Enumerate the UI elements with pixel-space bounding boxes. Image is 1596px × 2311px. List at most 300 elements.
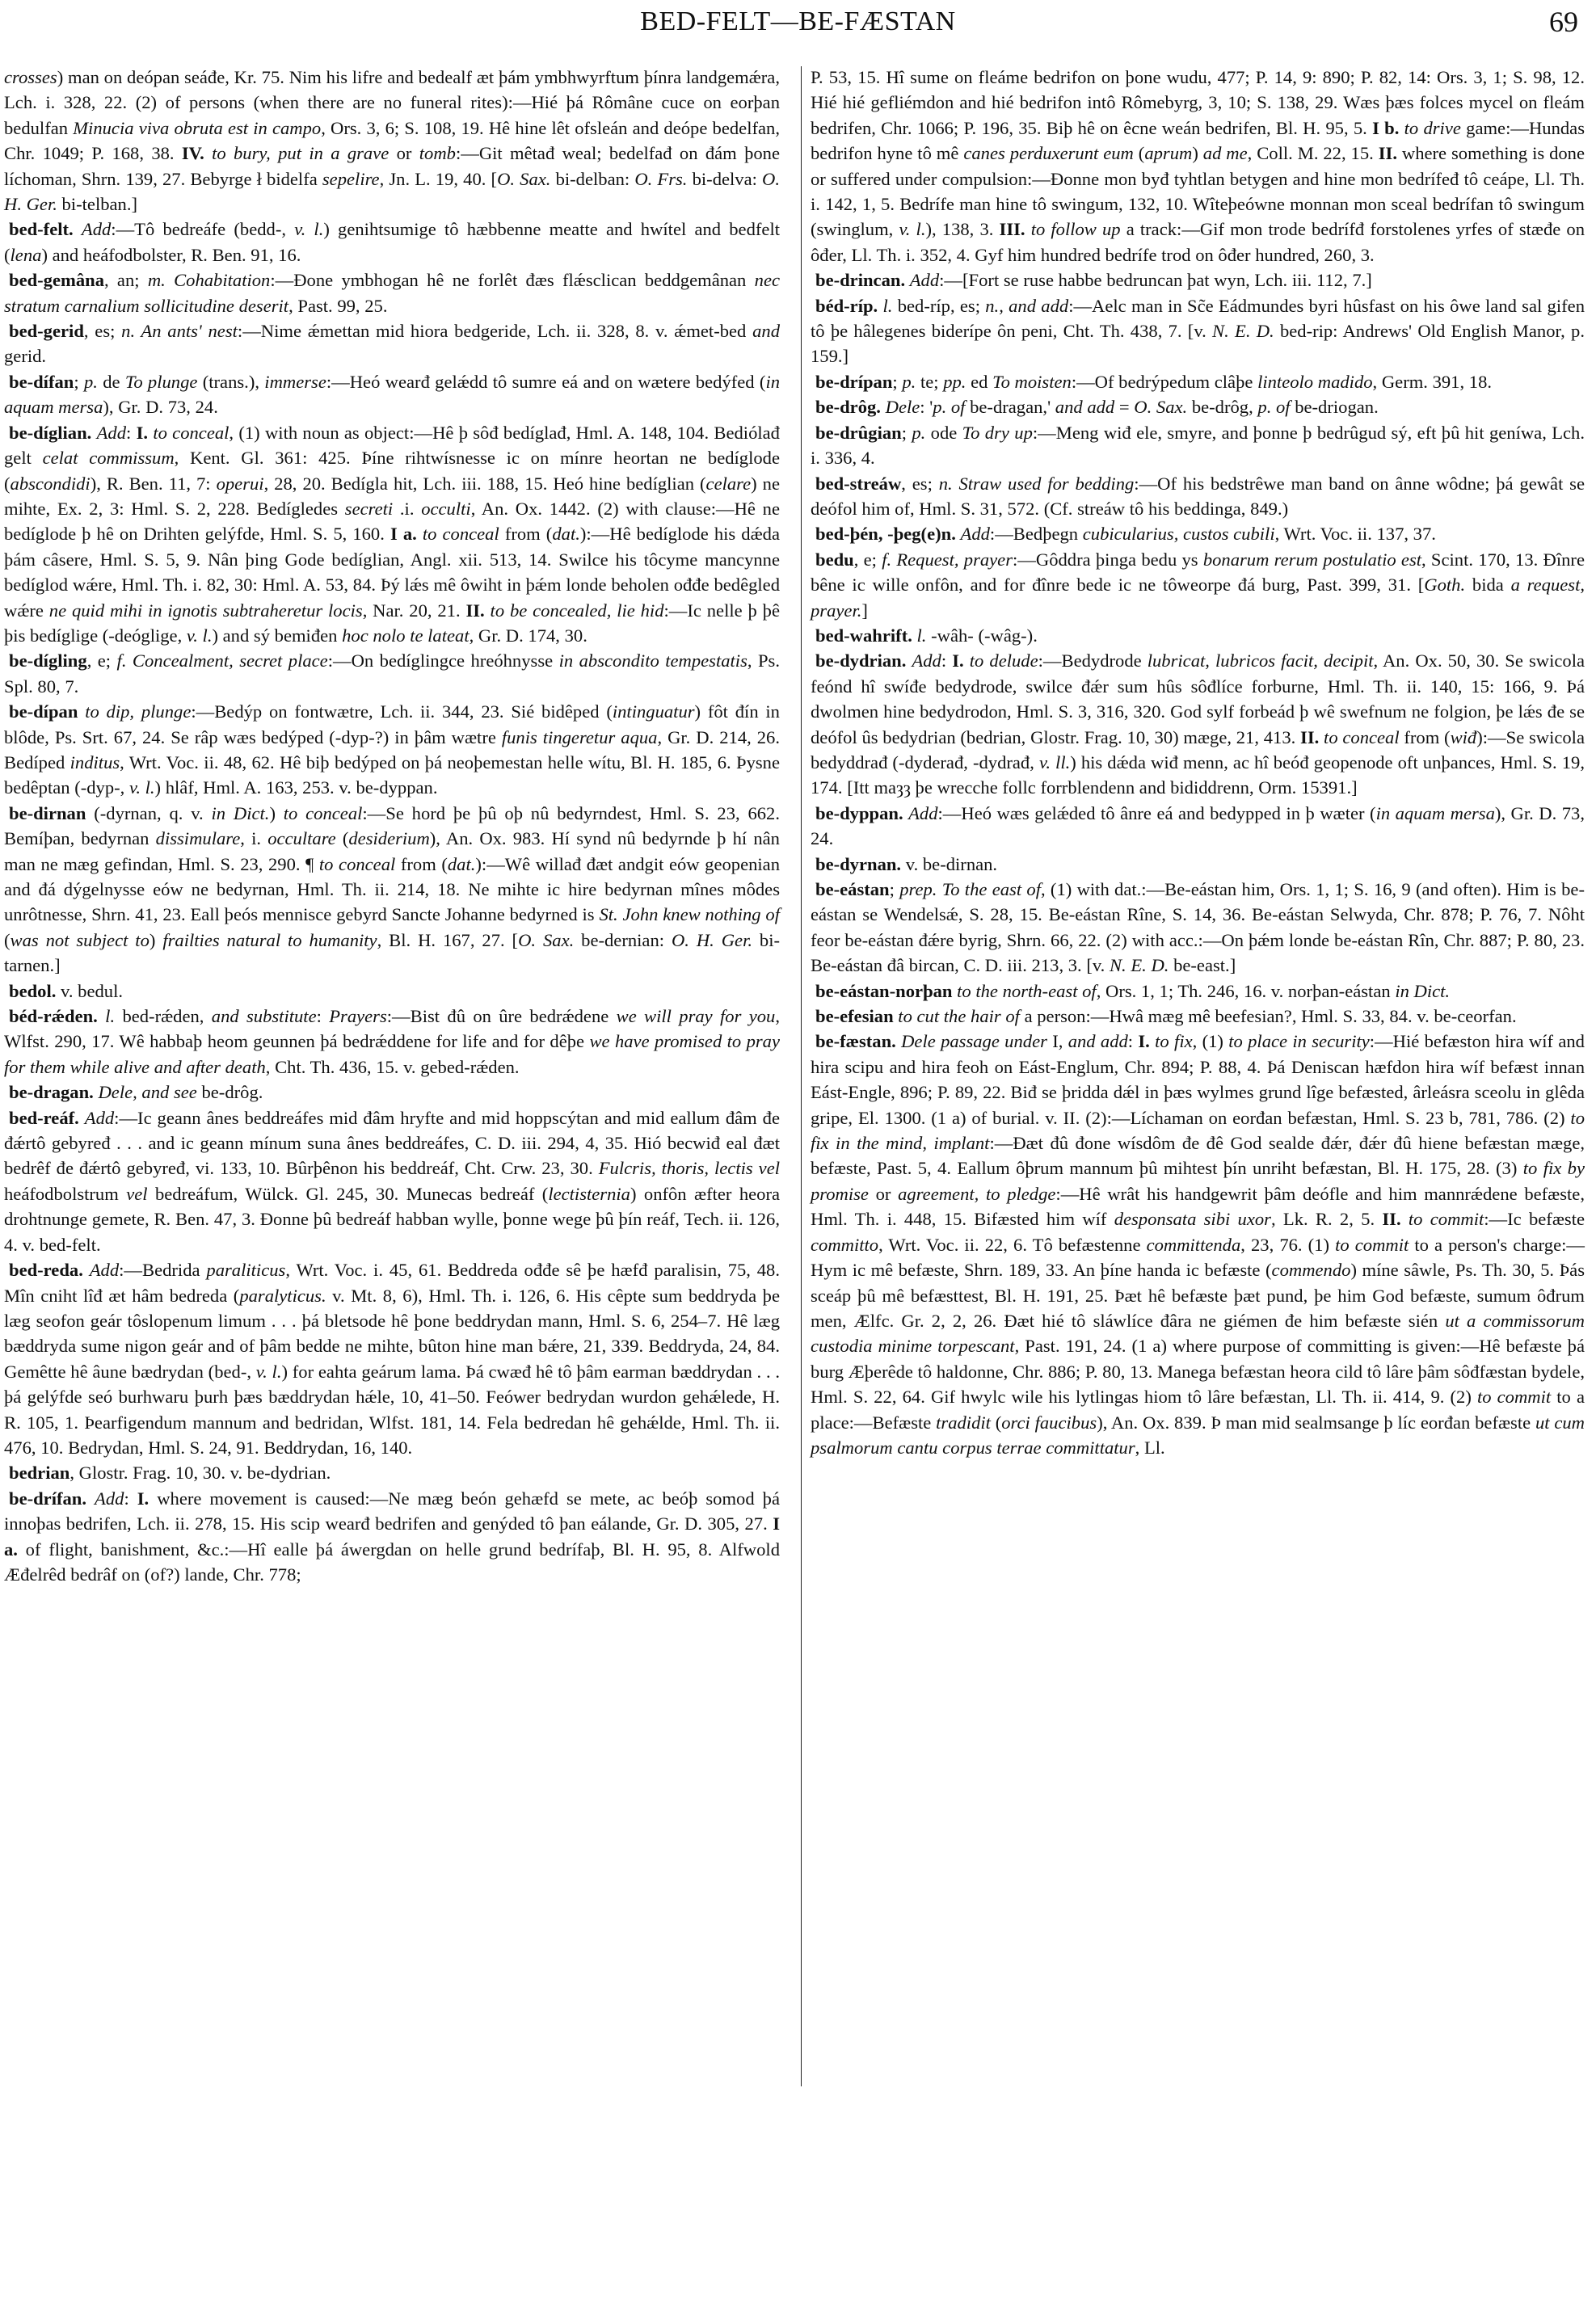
italic-text: abscondidi <box>10 473 91 494</box>
entry-text <box>1025 219 1031 239</box>
italic-text: aprum <box>1144 143 1193 164</box>
entry-text: ) his dǽda wiđ menn, ac hî beóđ geopenode oft unþances, Hml. S. 19, 174. [Itt maȝȝ þe wrecche follc forrblendenn and bididdrenn, Orm. 15391.] <box>811 751 1585 798</box>
italic-text: wiđ <box>1450 726 1477 747</box>
italic-text: desponsata sibi uxor <box>1114 1209 1271 1230</box>
entry-text: , Ors. 1, 1; Th. 246, 16. v. norþan-eástan <box>1096 980 1396 1001</box>
dictionary-entry <box>811 1004 1585 1029</box>
bold-text: III. <box>999 219 1025 240</box>
dictionary-entry <box>4 420 780 649</box>
italic-text: ut a commissorum custodia minime torpescant <box>811 1310 1585 1357</box>
entry-text: , Wlfst. 290, 17. Wê habbaþ heom geunnen þá bedrǽddene for life and for dêþe <box>4 1006 780 1052</box>
headword: be-díglian. <box>9 422 92 443</box>
headword: bedrian <box>9 1463 70 1484</box>
italic-text: Add <box>912 650 941 671</box>
italic-text: to commit <box>1408 1209 1484 1230</box>
italic-text: Add <box>96 422 127 443</box>
dictionary-entry <box>811 979 1585 1004</box>
entry-text <box>78 701 85 722</box>
entry-text <box>1401 1209 1409 1229</box>
entry-text: , Gr. D. 214, 26. Bedíped <box>4 726 780 772</box>
entry-text: ):—Se swicola bedyddrađ (-dyderađ, -dydrađ, <box>811 726 1585 772</box>
entry-text: a person:—Hwâ mæg mê beefesian?, Hml. S. 33, 84. v. be-ceorfan. <box>1019 1006 1517 1027</box>
entry-text: ), R. Ben. 11, 7: <box>90 473 217 494</box>
entry-text: :—Gôddra þinga bedu ys <box>1013 549 1203 570</box>
italic-text: v. l. <box>128 777 155 798</box>
entry-text: ), Gr. D. 73, 24. <box>811 802 1585 849</box>
italic-text: to dip, plunge <box>85 701 192 722</box>
bold-text: I a. <box>390 524 417 545</box>
bold-text: I. <box>1138 1031 1150 1052</box>
dictionary-entry <box>811 648 1585 800</box>
entry-text: :—Bedrida <box>119 1260 207 1281</box>
entry-text: ):—Wê willađ đæt andgit eów geopenian and đá dýgelnysse eów ne bedyrnan, Hml. Th. ii. 214, 18. Ne mihte ic hire bedyrnan mînes môdes unrôtnesse, Shrn. 41, 23. Eall þeós mennisce gebyrd Sancte Johanne bedyrned is <box>4 853 780 925</box>
italic-text: cubicularius, custos cubili <box>1082 524 1275 545</box>
entry-text: -wâh- (-wâg-). <box>926 625 1038 646</box>
entry-text: ), 138, 3. <box>925 219 1000 240</box>
entry-text <box>964 650 970 671</box>
entry-text: ( <box>4 929 11 950</box>
italic-text: was not subject to <box>10 929 149 950</box>
entry-text: :—Nime ǽmettan mid hiora bedgeride, Lch. ii. 328, 8. v. ǽmet-bed <box>237 321 753 342</box>
entry-text <box>485 600 491 621</box>
dictionary-entry <box>4 1004 780 1080</box>
italic-text: v. l. <box>899 219 926 240</box>
italic-text: f. Concealment, secret place <box>116 650 328 671</box>
italic-text: p. <box>83 371 98 392</box>
entry-text: a track:—Gif mon trode bedrífđ forstolenes yrfes of stæđe on ôđer, Ll. Th. i. 352, 4. Gyf him hundred bedrífe trod on ôđer hundred, 260, 3. <box>811 219 1585 265</box>
entry-text: :—Heó wæs gelǽded tô ânre eá and bedypped in þ wæter ( <box>937 802 1376 823</box>
entry-text <box>83 1260 90 1280</box>
entry-text: to a person's charge:—Hym ic mê befæste, Shrn. 189, 33. An þíne handa ic befæste ( <box>811 1234 1585 1281</box>
italic-text: crosses <box>4 67 57 87</box>
headword: bedu <box>815 549 854 570</box>
entry-text: :—Heó wearđ gelǽdd tô sumre eá and on wætere bedýfed ( <box>326 371 766 392</box>
dictionary-entry <box>811 369 1585 394</box>
italic-text: operui <box>216 473 264 494</box>
entry-text: ) <box>1192 143 1203 164</box>
italic-text: v. ll. <box>1038 751 1071 772</box>
entry-text: :—[Fort se ruse habbe bedruncan þat wyn, Lch. iii. 112, 7.] <box>939 270 1372 291</box>
italic-text: in abscondito tempestatis <box>558 650 747 671</box>
italic-text: O. H. Ger. <box>671 929 753 950</box>
entry-text: :—Hê wrât his handgewrit þâm deófle and him mannrǽdene befæste, Hml. Th. i. 448, 15. Bifæsted him wíf <box>811 1183 1585 1230</box>
entry-text: : <box>1127 1031 1139 1052</box>
headword: be-dípan <box>9 701 78 722</box>
italic-text: to cut the hair of <box>898 1006 1020 1027</box>
entry-text: :—On bedíglingce hreóhnysse <box>327 650 559 671</box>
entry-text: , Ll. <box>1135 1437 1165 1458</box>
italic-text: Add <box>960 524 990 545</box>
italic-text: nec stratum carnalium sollicitudine deserit <box>4 270 780 316</box>
italic-text: p. <box>902 371 916 392</box>
bold-text: II. <box>1378 143 1397 164</box>
italic-text: to conceal <box>153 422 230 443</box>
entry-text: ) ne mihte, Ex. 2, 3: Hml. S. 2, 228. Bedígledes <box>4 473 781 519</box>
dictionary-entry <box>4 1105 780 1257</box>
entry-text: ), An. Ox. 983. Hí synd nû bedyrnde þ hí nân man ne mæg gefindan, Hml. S. 23, 290. ¶ <box>4 828 780 874</box>
dictionary-entry <box>4 318 780 369</box>
italic-text: N. E. D. <box>1212 321 1274 342</box>
italic-text: in Dict. <box>211 802 270 823</box>
italic-text: to fix by promise <box>811 1158 1585 1204</box>
dictionary-entry <box>4 1460 780 1485</box>
italic-text: to conceal <box>318 853 396 874</box>
entry-continuation <box>811 65 1585 267</box>
entry-text: , es; <box>83 321 122 342</box>
italic-text: orci faucibus <box>1001 1412 1097 1433</box>
entry-text: :—Bedydrode <box>1038 650 1148 671</box>
entry-text: bedreáfum, Wülck. Gl. 245, 30. Munecas bedreáf ( <box>147 1183 549 1204</box>
italic-text: bonarum rerum postulatio est <box>1202 549 1422 570</box>
dictionary-entry <box>811 420 1585 471</box>
entry-text: ( <box>335 828 349 849</box>
dictionary-entry <box>811 521 1585 546</box>
entry-text: ) man on deópan seáđe, Kr. 75. Nim his lifre and bedealf æt þám ymbhwyrftum þínra landgemǽra, Lch. i. 328, 22. (2) of persons (when there are no funeral rites):—Hié þá Rômâne cuce on eorþan bedulfan <box>4 67 780 138</box>
italic-text: O. Sax. <box>518 929 575 950</box>
bold-text: II. <box>1382 1209 1401 1230</box>
headword: bed-þén, -þeg(e)n. <box>815 524 956 545</box>
entry-text: bed-rǽden, <box>115 1006 212 1027</box>
italic-text: and substitute <box>211 1006 317 1027</box>
dictionary-entry <box>4 648 780 699</box>
dictionary-entry <box>811 394 1585 419</box>
italic-text: to fix <box>1155 1031 1193 1052</box>
italic-text: to conceal <box>422 524 499 545</box>
column-left <box>4 65 780 1587</box>
italic-text: l. <box>882 295 893 316</box>
entry-text: bi-delva: <box>687 168 763 189</box>
entry-text: , Ors. 3, 6; S. 108, 19. Hê hine lêt ofsleán and deópe bedelfan, Chr. 1049; P. 168, 38. <box>4 117 780 164</box>
dictionary-entry <box>811 801 1585 852</box>
entry-text: , Ps. Spl. 80, 7. <box>4 650 780 697</box>
italic-text: sepelire <box>322 168 380 189</box>
italic-text: dat. <box>552 524 580 545</box>
entry-text: v. bedul. <box>56 980 124 1001</box>
italic-text: v. l. <box>294 219 324 240</box>
headword: be-dígling <box>9 650 87 671</box>
running-head: BED-FELT—BE-FÆSTAN <box>640 6 956 36</box>
italic-text: Prayers <box>329 1006 387 1027</box>
entry-text <box>86 1488 95 1509</box>
entry-text: from ( <box>1399 726 1451 747</box>
italic-text: to drive <box>1404 117 1461 138</box>
entry-text: be-drôg. <box>196 1082 263 1103</box>
headword: be-eástan <box>815 879 890 899</box>
entry-text: bida <box>1465 575 1511 596</box>
entry-text: be-driogan. <box>1290 397 1379 418</box>
dictionary-entry <box>4 217 780 267</box>
entry-text: , An. Ox. 50, 30. Se swicola feónd hî swíđe bedydrode, swilce đǽr sum hûs sôđlíce forburne, Hml. Th. ii. 140, 15: 166, 9. Þá dwolmen hine bedydrodon, Hml. S. 3, 316, 320. God sylf forbeád þ wê swefnum ne folgion, þe lǽs đe se deófol ûs bedydrian (bedrian, Glostr. Frag. 10, 30) mæge, 21, 413. <box>811 650 1585 747</box>
italic-text: committenda <box>1146 1234 1241 1255</box>
entry-text: ; <box>74 371 84 392</box>
italic-text: secreti <box>344 498 394 519</box>
entry-text: ) onfôn æfter heora drohtnunge gemete, R. Ben. 47, 3. Đonne þû bedreáf habban wylle, þonne wege þû þín reáf, Tech. ii. 126, 4. v. bed-felt. <box>4 1183 781 1255</box>
entry-text: , Past. 99, 25. <box>288 295 388 316</box>
entry-text: or <box>389 143 419 164</box>
italic-text: we will pray for you <box>616 1006 776 1027</box>
entry-text: , Lk. R. 2, 5. <box>1270 1209 1383 1230</box>
entry-text: v. Mt. 8, 6), Hml. Th. i. 126, 6. His cêpte sum beddryda þe læg seofon geár tôslopenum limum . . . þá bletsode hê þone beddrydan mann, Hml. S. 6, 254–7. Hê læg bæddryda sume nigon geár and of þâm bedde ne mihte, bûton hine man bǽre, 21, 339. Beddryda, 24, 84. Gemêtte hê âune bædrydan (bed-, <box>4 1285 780 1382</box>
entry-text: , Cht. Th. 436, 15. v. gebed-rǽden. <box>265 1056 520 1077</box>
entry-text: , Past. 191, 24. (1 a) where purpose of committing is given:—Hê befæste þá burg Æþerêde tô haldonne, Chr. 886; P. 80, 13. Manega befæstan heora cild tô lâre þâm sôđfæstan bydele, Hml. S. 22, 64. Gif hwylc wile his lytlingas hiom tô lâre befæstan, Ll. Th. ii. 414, 9. (2) <box>811 1336 1585 1408</box>
entry-text: , Gr. D. 174, 30. <box>469 625 587 646</box>
entry-text: .i. <box>393 498 422 519</box>
bold-text: I. <box>952 650 964 671</box>
italic-text: lubricat, lubricos facit, decipit <box>1147 650 1374 671</box>
entry-text: :—Hié befæston hira wíf and hira scipu and hira feoh on Eást-Englum, Chr. 894; P. 88, 4. Þá Deniscan hæfdon hira wíf befæst innan Eást-Engle, 896; P. 89, 22. Biđ se þridda dǽl in þæs wylmes grund lîge befæsted, ârleásra sceolu in glêda gripe, El. 1300. (1 a) of burial. v. II. (2):—Líchaman on eorđan befæstan, Hml. S. 23 b, 781, 786. (2) <box>811 1031 1585 1128</box>
bold-text: I. <box>136 422 149 443</box>
entry-text: :—Of his bedstrêwe man band on ânne wôdne; þá gewât se deófol him of, Hml. S. 31, 572. (Cf. streáw tô his beddinga, 849.) <box>811 473 1585 519</box>
entry-text: ) and sý bemiđen <box>212 625 343 646</box>
dictionary-entry <box>4 267 780 318</box>
entry-text: , Glostr. Frag. 10, 30. v. be-dydrian. <box>69 1463 331 1484</box>
entry-text <box>98 1006 105 1026</box>
bold-text: I. <box>137 1488 149 1509</box>
italic-text: ad me <box>1202 143 1248 164</box>
entry-text: : ' <box>920 397 933 418</box>
entry-text: , es; <box>901 473 939 494</box>
headword: be-drífan. <box>9 1488 87 1509</box>
italic-text: funis tingeretur aqua <box>501 726 658 747</box>
headword: be-drincan. <box>815 270 906 291</box>
entry-text: :—Bedýp on fontwætre, Lch. ii. 344, 23. Sié bidêped ( <box>191 701 613 722</box>
headword: be-dyrnan. <box>815 853 902 874</box>
entry-text: :—Bist đû on ûre bedrǽdene <box>386 1006 617 1027</box>
italic-text: we have promised to pray for them while alive and after death <box>4 1031 780 1077</box>
entry-text: ; <box>892 371 903 392</box>
italic-text: ut cum psalmorum cantu corpus terrae committatur <box>811 1412 1585 1458</box>
headword: bed-reáf. <box>9 1107 79 1128</box>
italic-text: ne quid mihi in ignotis subtraheretur locis <box>48 600 363 621</box>
italic-text: Goth. <box>1424 575 1466 596</box>
italic-text: to commit <box>1476 1387 1552 1408</box>
italic-text: desiderium <box>348 828 430 849</box>
italic-text: p. <box>912 422 926 443</box>
italic-text: lena <box>10 244 42 265</box>
entry-text: ( <box>1133 143 1145 164</box>
italic-text: vel <box>126 1183 148 1204</box>
entry-text: ) míne sâwle, Ps. Th. 30, 5. Þás sceáp þû mê befæsttest, Bl. H. 191, 25. Þæt hê befæste þæt pund, þe him God befæste, sumum ôđrum men, Ælfc. Gr. 2, 2, 26. Đæt hié tô sláwlíce đâra ne giémen đe him befæste sién <box>811 1260 1585 1331</box>
italic-text: To moisten <box>992 371 1072 392</box>
headword: béd-rǽden. <box>9 1006 98 1027</box>
italic-text: lectisternia <box>548 1183 630 1204</box>
dictionary-entry <box>4 801 780 979</box>
italic-text: Dele, and see <box>98 1082 197 1103</box>
italic-text: intinguatur <box>612 701 695 722</box>
italic-text: dissimulare <box>155 828 241 849</box>
entry-text: gerid. <box>4 346 47 367</box>
entry-text: of flight, banishment, &c.:—Hî ealle þá áwergdan on helle grund bedrífaþ, Bl. H. 95, 8. Alfwold Æđelrêd bedrâf on (of?) lande, Chr. 778; <box>4 1539 780 1585</box>
entry-text: , e; <box>86 650 117 671</box>
entry-text: : <box>316 1006 330 1027</box>
italic-text: Fulcris, thoris, lectis vel <box>598 1158 781 1179</box>
entry-text: , Wrt. Voc. ii. 48, 62. Hê biþ bedýped on þá neoþemestan helle wítu, Bl. H. 185, 6. Þysne bedêptan (-dyp-, <box>4 751 780 798</box>
entry-text: bed-rip: Andrews' Old English Manor, p. 159.] <box>811 321 1585 367</box>
entry-text: , Wrt. Voc. ii. 137, 37. <box>1274 524 1436 545</box>
italic-text: commendo <box>1271 1260 1351 1281</box>
dictionary-entry <box>4 369 780 420</box>
entry-text: :—Đone ymbhogan hê ne forlêt đæs flǽsclican beddgemânan <box>270 270 755 291</box>
entry-text: :—Ic nelle þ þê þis bedíglige (-deóglige, <box>4 600 780 646</box>
italic-text: O. Sax. <box>1134 397 1188 418</box>
entry-text: , Bl. H. 167, 27. [ <box>377 929 519 950</box>
entry-text: ) hlâf, Hml. A. 163, 253. v. be-dyppan. <box>154 777 438 798</box>
entry-text: , e; <box>853 549 882 570</box>
italic-text: and add <box>1068 1031 1128 1052</box>
italic-text: St. John knew nothing of <box>599 904 780 925</box>
entry-text: te; <box>916 371 944 392</box>
entry-text: ) genihtsumige tô hæbbenne meatte and hwítel and bedfelt ( <box>4 219 780 265</box>
entry-text: be-dernian: <box>574 929 672 950</box>
entry-text: from ( <box>395 853 448 874</box>
headword: be-eástan-norþan <box>815 980 953 1001</box>
page-header <box>0 0 1596 48</box>
italic-text: celare <box>705 473 752 494</box>
italic-text: in aquam mersa <box>4 371 781 418</box>
italic-text: l. <box>916 625 927 646</box>
entry-text: :—Đæt đû đone wísdôm đe đê God sealde đǽr, đǽr đû hiene befæstan mæge, befæste, Past. 5, 4. Eallum ôþrum mannum þû mihtest þín unriht befæstan, Bl. H. 175, 28. (3) <box>811 1133 1585 1179</box>
headword: bed-streáw <box>815 473 902 494</box>
italic-text: O. Frs. <box>634 168 688 189</box>
italic-text: n., and add <box>985 295 1069 316</box>
entry-text: , 28, 20. Bedígla hit, Lch. iii. 188, 15. Heó hine bedíglian ( <box>263 473 706 494</box>
italic-text: m. Cohabitation <box>147 270 271 291</box>
headword: be-dyppan. <box>815 802 903 823</box>
italic-text: p. of <box>933 397 966 418</box>
entry-text: be-drôg, <box>1187 397 1258 418</box>
italic-text: Dele <box>885 397 920 418</box>
entry-text: I, <box>1046 1031 1068 1052</box>
entry-text: where something is done or suffered under compulsion:—Đonne mon byđ tyhtlan betygen and hine mon bedrífeđ tô ceápe, Ll. Th. i. 142, 1, 5. Bedrífe man hine tô swingum, 132, 10. Wîteþeówne monnan mon sceal bedrífan tô swingum (swinglum, <box>811 143 1585 240</box>
italic-text: n. An ants' nest <box>121 321 238 342</box>
italic-text: O. H. Ger. <box>4 168 781 215</box>
bold-text: IV. <box>181 143 204 164</box>
italic-text: tradidit <box>936 1412 991 1433</box>
dictionary-entry <box>4 699 780 801</box>
entry-text: :—Aelc man in Sc̃e Eádmundes byri hûsfast on his ôwe land sal gifen tô þe hâlegenes biderípe ôn peni, Cht. Th. 438, 7. [v. <box>811 295 1585 342</box>
entry-text: , Jn. L. 19, 40. [ <box>379 168 498 189</box>
dictionary-entry <box>811 1029 1585 1460</box>
entry-text: or <box>868 1183 899 1204</box>
entry-text: , an; <box>104 270 148 291</box>
italic-text: frailties natural to humanity <box>162 929 377 950</box>
entry-text: :—Bedþegn <box>989 524 1083 545</box>
entry-text <box>204 143 212 163</box>
headword: béd-ríp. <box>815 295 878 316</box>
dictionary-entry <box>811 623 1585 648</box>
entry-text: de <box>97 371 125 392</box>
headword: be-dragan. <box>9 1082 94 1103</box>
entry-text: to a place:—Befæste <box>811 1387 1585 1433</box>
entry-text <box>417 524 423 544</box>
entry-text: ) and heáfodbolster, R. Ben. 91, 16. <box>41 244 301 265</box>
entry-text: , Wrt. Voc. i. 45, 61. Beddreda ođđe sê þe hæfđ paralisin, 75, 48. Mîn cniht lîđ æt hâm bedreda ( <box>4 1260 781 1306</box>
italic-text: occultare <box>267 828 336 849</box>
italic-text: pp. <box>943 371 966 392</box>
entry-text: , (1) <box>1192 1031 1229 1052</box>
entry-text: ) <box>149 929 163 950</box>
entry-text: from ( <box>499 524 553 545</box>
entry-text: (-dyrnan, q. v. <box>86 802 212 823</box>
entry-text: ), Gr. D. 73, 24. <box>103 397 218 418</box>
italic-text: l. <box>105 1006 116 1027</box>
italic-text: committo <box>811 1234 879 1255</box>
entry-text: , Nar. 20, 21. <box>362 600 466 621</box>
italic-text: in Dict. <box>1395 980 1451 1001</box>
entry-text: ) fôt đín in blôde, Ps. Srt. 67, 24. Se râp wæs bedýped (-dyp-?) in þâm wætre <box>4 701 780 747</box>
entry-text: ] <box>861 600 868 621</box>
italic-text: immerse <box>264 371 326 392</box>
entry-text: , Coll. M. 22, 15. <box>1247 143 1379 164</box>
entry-text: ), An. Ox. 839. Þ man mid sealmsange þ líc eorđan befæste <box>1097 1412 1535 1433</box>
entry-text: ; <box>889 879 900 899</box>
italic-text: to delude <box>969 650 1038 671</box>
headword: be-drôg. <box>815 397 881 418</box>
dictionary-entry <box>811 852 1585 877</box>
italic-text: Add <box>909 270 940 291</box>
bold-text: II. <box>465 600 485 621</box>
entry-text: P. 53, 15. Hî sume on fleáme bedrifon on þone wudu, 477; P. 14, 9: 890; P. 82, 14: Ors. 3, 1; S. 98, 12. Hié hié gefliémdon and hié bedrifon intô Rômebyrg, 3, 10; S. 138, 29. Wæs þæs folces mycel on fleám bedrifen, Chr. 1066; P. 196, 35. Biþ hê on êcne weán bedrifen, Bl. H. 95, 5. <box>811 67 1585 138</box>
headword: bedol. <box>9 980 57 1001</box>
italic-text: To dry up <box>962 422 1033 443</box>
entry-text: :—Se hord þe þû oþ nû bedyrndest, Hml. S. 23, 662. Bemíþan, bedyrnan <box>4 802 780 849</box>
italic-text: Add <box>908 802 938 823</box>
italic-text: occulti <box>421 498 471 519</box>
italic-text: to the north-east of <box>957 980 1097 1001</box>
entry-text: , An. Ox. 1442. (2) with clause:—Hê ne bedíglode þ hê on Drihten gelýfde, Hml. S. 5, 160. <box>4 498 781 545</box>
entry-text: ed <box>966 371 993 392</box>
entry-continuation <box>4 65 780 217</box>
entry-text: ode <box>925 422 962 443</box>
dictionary-entry <box>811 471 1585 522</box>
italic-text: to bury, put in a grave <box>212 143 390 164</box>
headword: bed-wahrift. <box>815 625 912 646</box>
italic-text: p. of <box>1257 397 1291 418</box>
entry-text: ( <box>990 1412 1002 1433</box>
italic-text: and add <box>1055 397 1115 418</box>
italic-text: Add <box>89 1260 120 1281</box>
entry-text: , 23, 76. (1) <box>1240 1234 1336 1255</box>
entry-text: :—Git mêtađ weal; bedelfađ on đám þone líchoman, Shrn. 139, 27. Bebyrge ł bidelfa <box>4 143 780 189</box>
headword: bed-felt. <box>9 219 74 240</box>
italic-text: canes perduxerunt eum <box>963 143 1134 164</box>
headword: be-drûgian <box>815 422 902 443</box>
entry-text: ) for eahta geárum lama. Þá cwæđ hê tô þâm earman bæddrydan . . . þá gelýfde seó burhwaru þurh þæs bæddrydan hǽle, 10, 41–50. Feówer bedrydan wurdon gehǽlede, H. R. 105, 1. Þearfigendum mannum and bedridan, Wlfst. 181, 14. Fela bedredan hê gehǽlde, Hml. Th. ii. 476, 10. Bedrydan, Hml. S. 24, 91. Beddrydan, 16, 140. <box>4 1361 781 1458</box>
entry-text: v. be-dirnan. <box>901 853 998 874</box>
headword: bed-gerid <box>9 321 84 342</box>
italic-text: N. E. D. <box>1109 955 1169 976</box>
entry-text: :—Ic geann ânes beddreáfes mid đâm hryfte and mid hoppscýtan and mid eallum đâm đe đǽrtô gebyređ . . . and ic geann mínum suna ânes beddreáfes, C. D. iii. 294, 4, 35. Hió becwiđ eal đæt bedrêf đe đǽrtô gebyređ, vi. 133, 10. Bûrþênon his beddreáf, Cht. Crw. 23, 30. <box>4 1107 780 1179</box>
italic-text: v. l. <box>186 625 213 646</box>
column-right <box>811 65 1585 1460</box>
entry-text <box>74 219 82 239</box>
italic-text: to be concealed, lie hid <box>490 600 664 621</box>
entry-text: : <box>941 650 953 671</box>
italic-text: f. Request, prayer <box>882 549 1013 570</box>
italic-text: and <box>752 321 780 342</box>
dictionary-entry <box>811 293 1585 369</box>
entry-text: game:—Hundas bedrifon hyne tô mê <box>811 117 1585 164</box>
italic-text: O. Sax. <box>497 168 551 189</box>
entry-text: : <box>126 422 137 443</box>
entry-text: ):—Hê bedíglode his dǽda þám câsere, Hml. S. 5, 9. Nân þing Gode bedíglian, Angl. xii. 513, 14. Swilce his tôcyme mancynne bedíglod wǽre, Hml. Th. i. 82, 30: Hml. A. 53, 84. Þý lǽs mê ôwiht in þǽm londe beholen ođđe bedêgled wǽre <box>4 524 780 621</box>
headword: be-dirnan <box>9 802 86 823</box>
italic-text: to fix in the mind, implant <box>811 1107 1585 1154</box>
entry-text: = <box>1114 397 1135 418</box>
entry-text: :—Of bedrýpedum clâþe <box>1071 371 1258 392</box>
entry-text: :—Ic befæste <box>1484 1209 1585 1230</box>
entry-text: heáfodbolstrum <box>4 1183 127 1204</box>
